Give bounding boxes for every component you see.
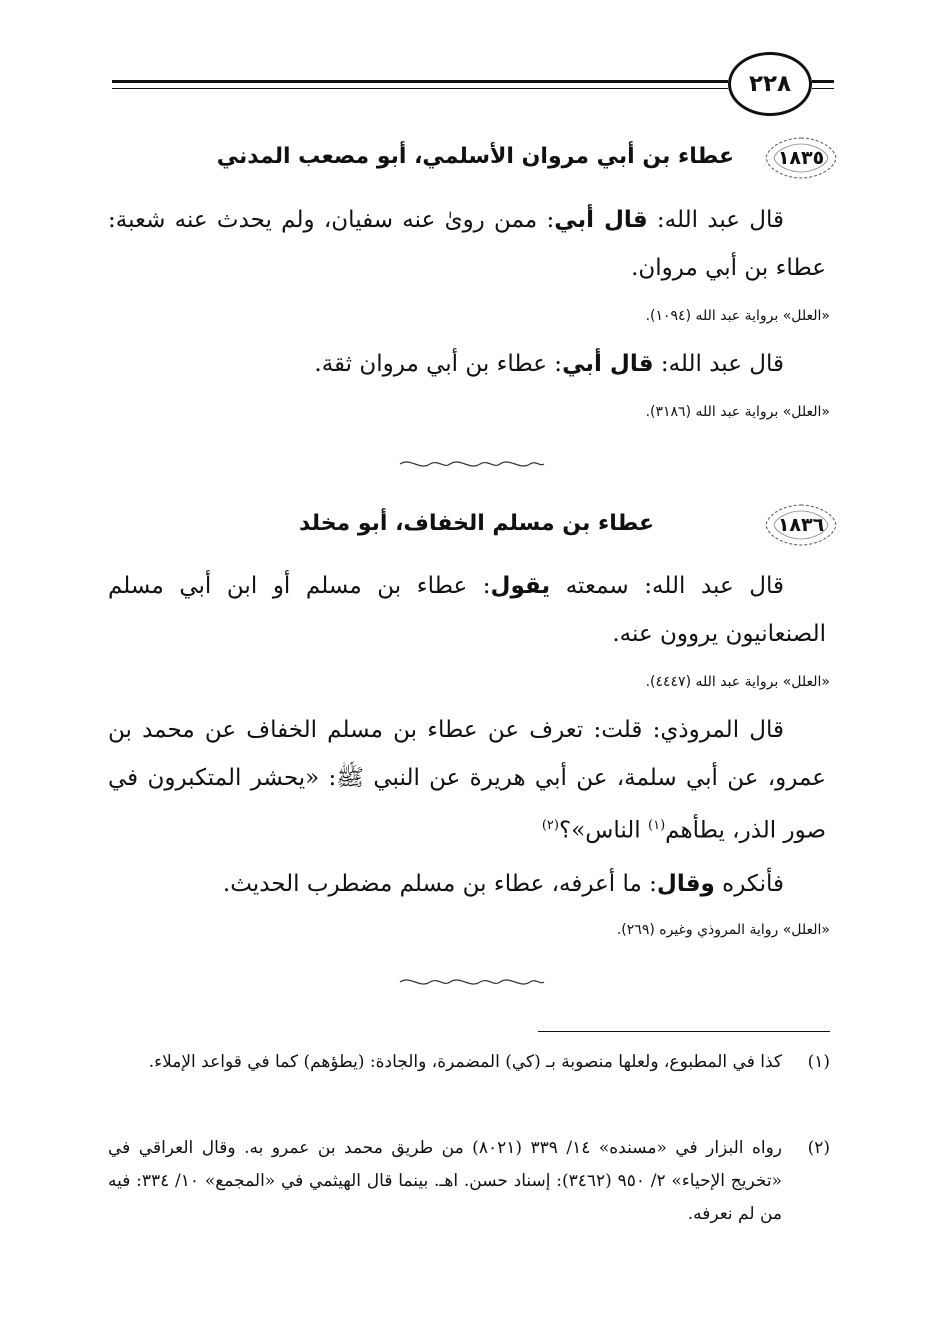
entry-number-badge — [764, 503, 838, 547]
text: قال المروذي: قلت: تعرف عن عطاء بن مسلم الخفاف عن محمد بن عمرو، عن أبي سلمة، عن أبي هريرة عن النبي ﷺ: «يحشر المتكبرون في صور الذر، يطأهم — [108, 717, 826, 844]
entry-number: ١٨٣٦ — [777, 514, 825, 536]
text: : ما أعرفه، عطاء بن مسلم مضطرب الحديث. — [222, 871, 657, 897]
paragraph — [108, 860, 826, 908]
bold-text: وقال — [656, 871, 715, 897]
bold-text: يقول — [490, 573, 551, 599]
entry-title: عطاء بن أبي مروان الأسلمي، أبو مصعب المدني — [216, 144, 734, 169]
ornament-divider-icon — [398, 975, 546, 989]
paragraph — [108, 706, 826, 855]
footnote-text: رواه البزار في «مسنده» ١٤/ ٣٣٩ (٨٠٢١) من طريق محمد بن عمرو به. وقال العراقي في «تخريج الإحياء» ٢/ ٩٥٠ (٣٤٦٢): إسناد حسن. اهـ. بينما قال الهيثمي في «المجمع» ١٠/ ٣٣٤: فيه من لم نعرفه. — [108, 1138, 783, 1224]
header-rule-right — [812, 80, 834, 83]
text: الناس»؟ — [558, 817, 648, 844]
header-rule-thin — [112, 88, 728, 89]
page-number: ٢٢٨ — [728, 52, 812, 116]
footnote-ref[interactable]: (٢) — [541, 818, 559, 833]
entry-number-badge — [764, 136, 838, 180]
paragraph — [108, 340, 826, 388]
header-rule-right-thin — [812, 88, 834, 89]
footnote — [108, 1132, 830, 1231]
footnote — [108, 1046, 830, 1079]
source-citation: «العلل» رواية المروذي وغيره (٢٦٩). — [616, 922, 830, 938]
paragraph — [108, 562, 826, 658]
text: فأنكره — [714, 871, 784, 897]
source-citation: «العلل» برواية عبد الله (٣١٨٦). — [645, 404, 830, 420]
entry-number: ١٨٣٥ — [777, 147, 825, 169]
header-rule — [112, 80, 728, 83]
paragraph — [108, 196, 826, 292]
footnote-ref[interactable]: (١) — [648, 818, 666, 833]
bold-text: قال أبي — [562, 351, 654, 377]
source-citation: «العلل» برواية عبد الله (٤٤٤٧). — [645, 674, 830, 690]
source-citation: «العلل» برواية عبد الله (١٠٩٤). — [645, 308, 830, 324]
footnote-separator — [538, 1031, 830, 1032]
text: قال عبد الله: سمعته — [550, 573, 784, 599]
entry-title: عطاء بن مسلم الخفاف، أبو مخلد — [299, 511, 654, 536]
text: قال عبد الله: — [647, 207, 784, 233]
ornament-divider-icon — [398, 457, 546, 471]
text: : ممن روىٰ عنه سفيان، ولم يحدث عنه شعبة: عطاء بن أبي مروان. — [108, 207, 826, 281]
footnote-text: كذا في المطبوع، ولعلها منصوبة بـ (كي) المضمرة، والجادة: (يطؤهم) كما في قواعد الإملاء. — [148, 1052, 782, 1072]
bold-text: قال أبي — [554, 207, 648, 233]
footnote-number: (١) — [807, 1052, 830, 1072]
text: : عطاء بن أبي مروان ثقة. — [314, 351, 563, 377]
footnote-number: (٢) — [807, 1138, 830, 1158]
text: قال عبد الله: — [653, 351, 784, 377]
text: : عطاء بن مسلم أو ابن أبي مسلم الصنعانيون يروون عنه. — [108, 573, 826, 647]
